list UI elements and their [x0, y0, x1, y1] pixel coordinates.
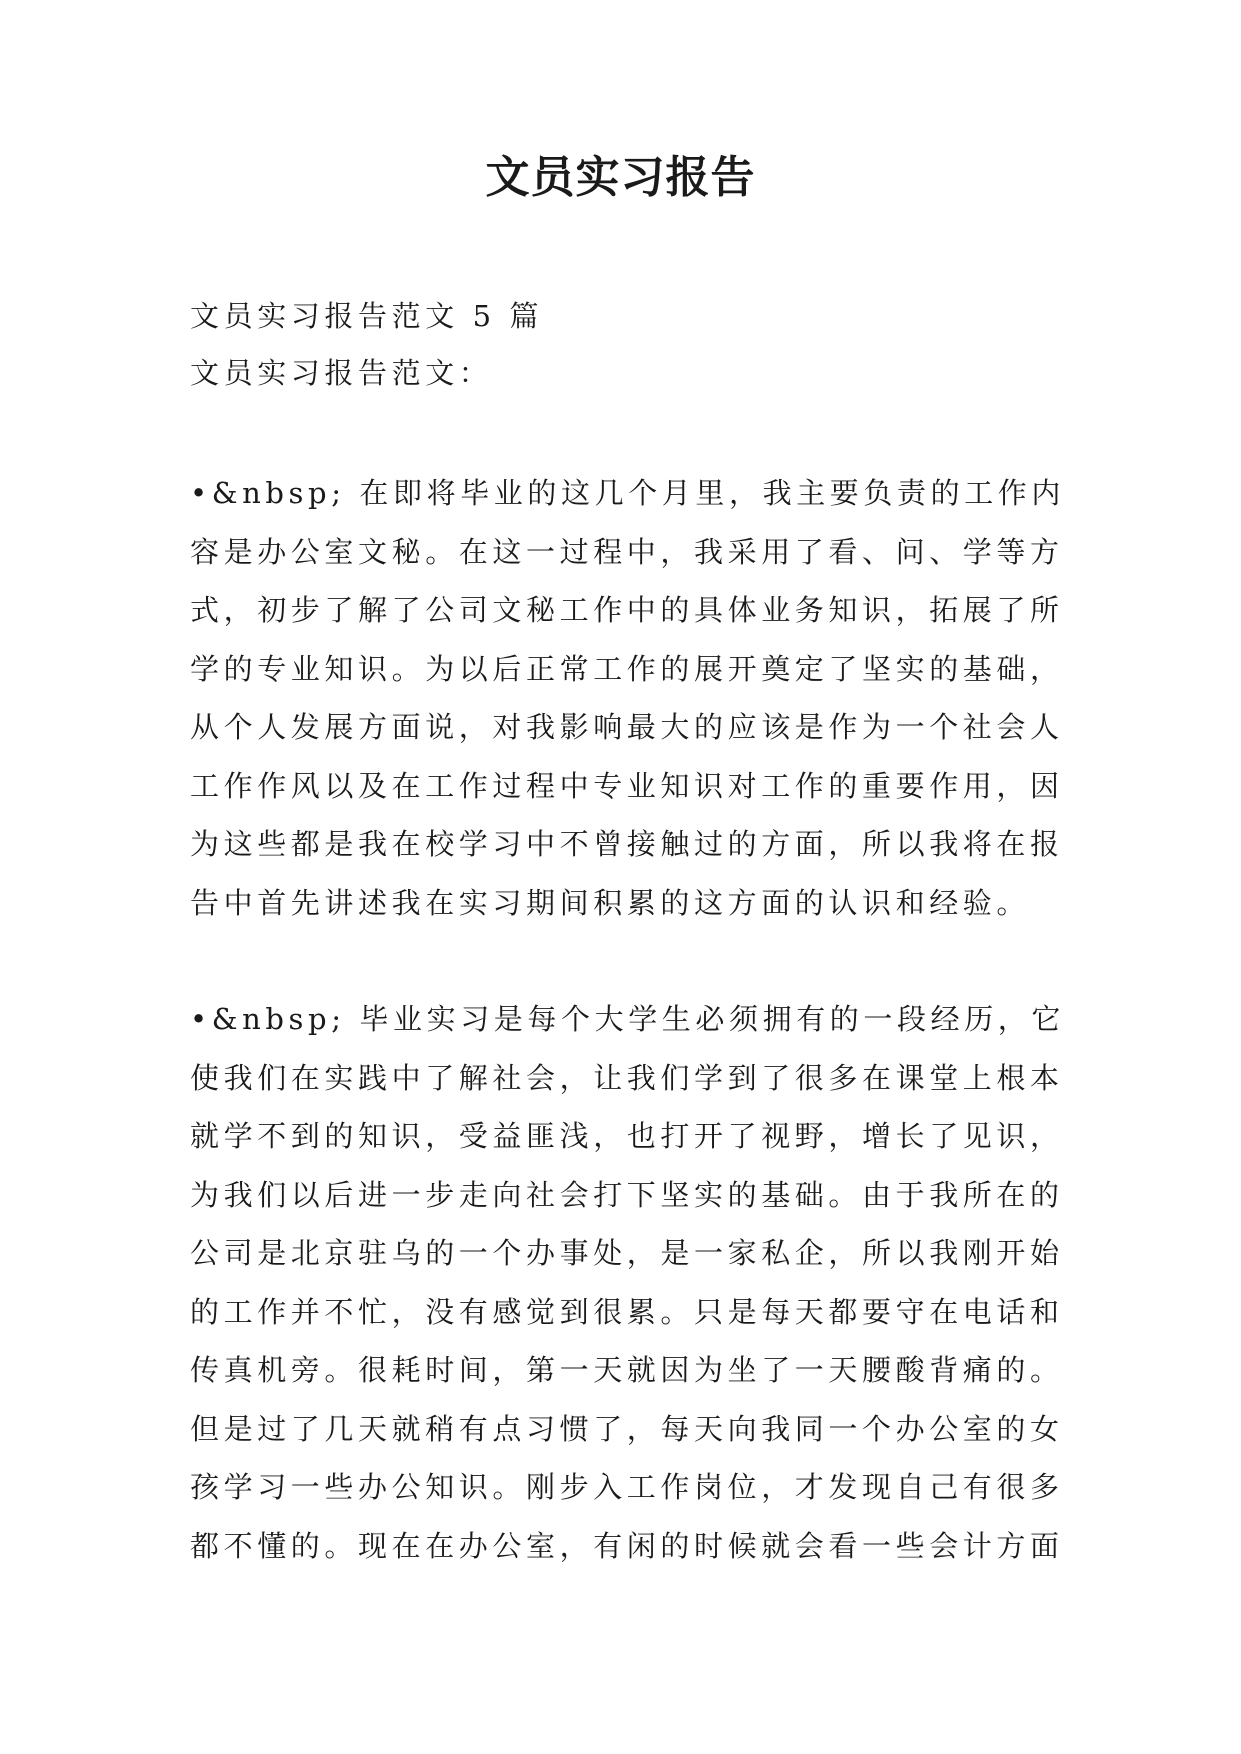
paragraph-line: 都不懂的。现在在办公室，有闲的时候就会看一些会计方面: [190, 1528, 1064, 1563]
paragraph-line: 传真机旁。很耗时间，第一天就因为坐了一天腰酸背痛的。: [190, 1353, 1064, 1387]
paragraph-line: 就学不到的知识，受益匪浅，也打开了视野，增长了见识，: [190, 1119, 1064, 1153]
document-title: 文员实习报告: [485, 152, 756, 203]
paragraph-line: 式，初步了解了公司文秘工作中的具体业务知识，拓展了所: [190, 593, 1064, 627]
paragraph-line: 告中首先讲述我在实习期间积累的这方面的认识和经验。: [190, 885, 1031, 920]
paragraph-line: 为这些都是我在校学习中不曾接触过的方面，所以我将在报: [190, 827, 1064, 861]
intro-line: 文员实习报告范文：: [190, 356, 493, 390]
paragraph: [190, 464, 1070, 932]
paragraph-line: 的工作并不忙，没有感觉到很累。只是每天都要守在电话和: [190, 1294, 1064, 1329]
paragraph-line: 为我们以后进一步走向社会打下坚实的基础。由于我所在的: [190, 1177, 1064, 1212]
paragraph-line: •&nbsp; 毕业实习是每个大学生必须拥有的一段经历，它: [190, 1002, 1065, 1036]
paragraph-line: 使我们在实践中了解社会，让我们学到了很多在课堂上根本: [190, 1060, 1064, 1095]
paragraph-line: 孩学习一些办公知识。刚步入工作岗位，才发现自己有很多: [190, 1470, 1064, 1504]
paragraph-line: •&nbsp; 在即将毕业的这几个月里，我主要负责的工作内: [190, 476, 1065, 510]
paragraph-line: 学的专业知识。为以后正常工作的展开奠定了坚实的基础，: [190, 651, 1064, 686]
paragraph-line: 从个人发展方面说，对我影响最大的应该是作为一个社会人: [190, 710, 1064, 744]
intro-line: 文员实习报告范文 5 篇: [190, 299, 544, 333]
paragraph: [190, 990, 1070, 1575]
intro-block: [190, 288, 1070, 402]
paragraph-line: 但是过了几天就稍有点习惯了，每天向我同一个办公室的女: [190, 1411, 1064, 1446]
paragraph-line: 容是办公室文秘。在这一过程中，我采用了看、问、学等方: [190, 534, 1064, 569]
paragraph-line: 公司是北京驻乌的一个办事处，是一家私企，所以我刚开始: [190, 1236, 1064, 1270]
paragraph-line: 工作作风以及在工作过程中专业知识对工作的重要作用，因: [190, 768, 1064, 803]
